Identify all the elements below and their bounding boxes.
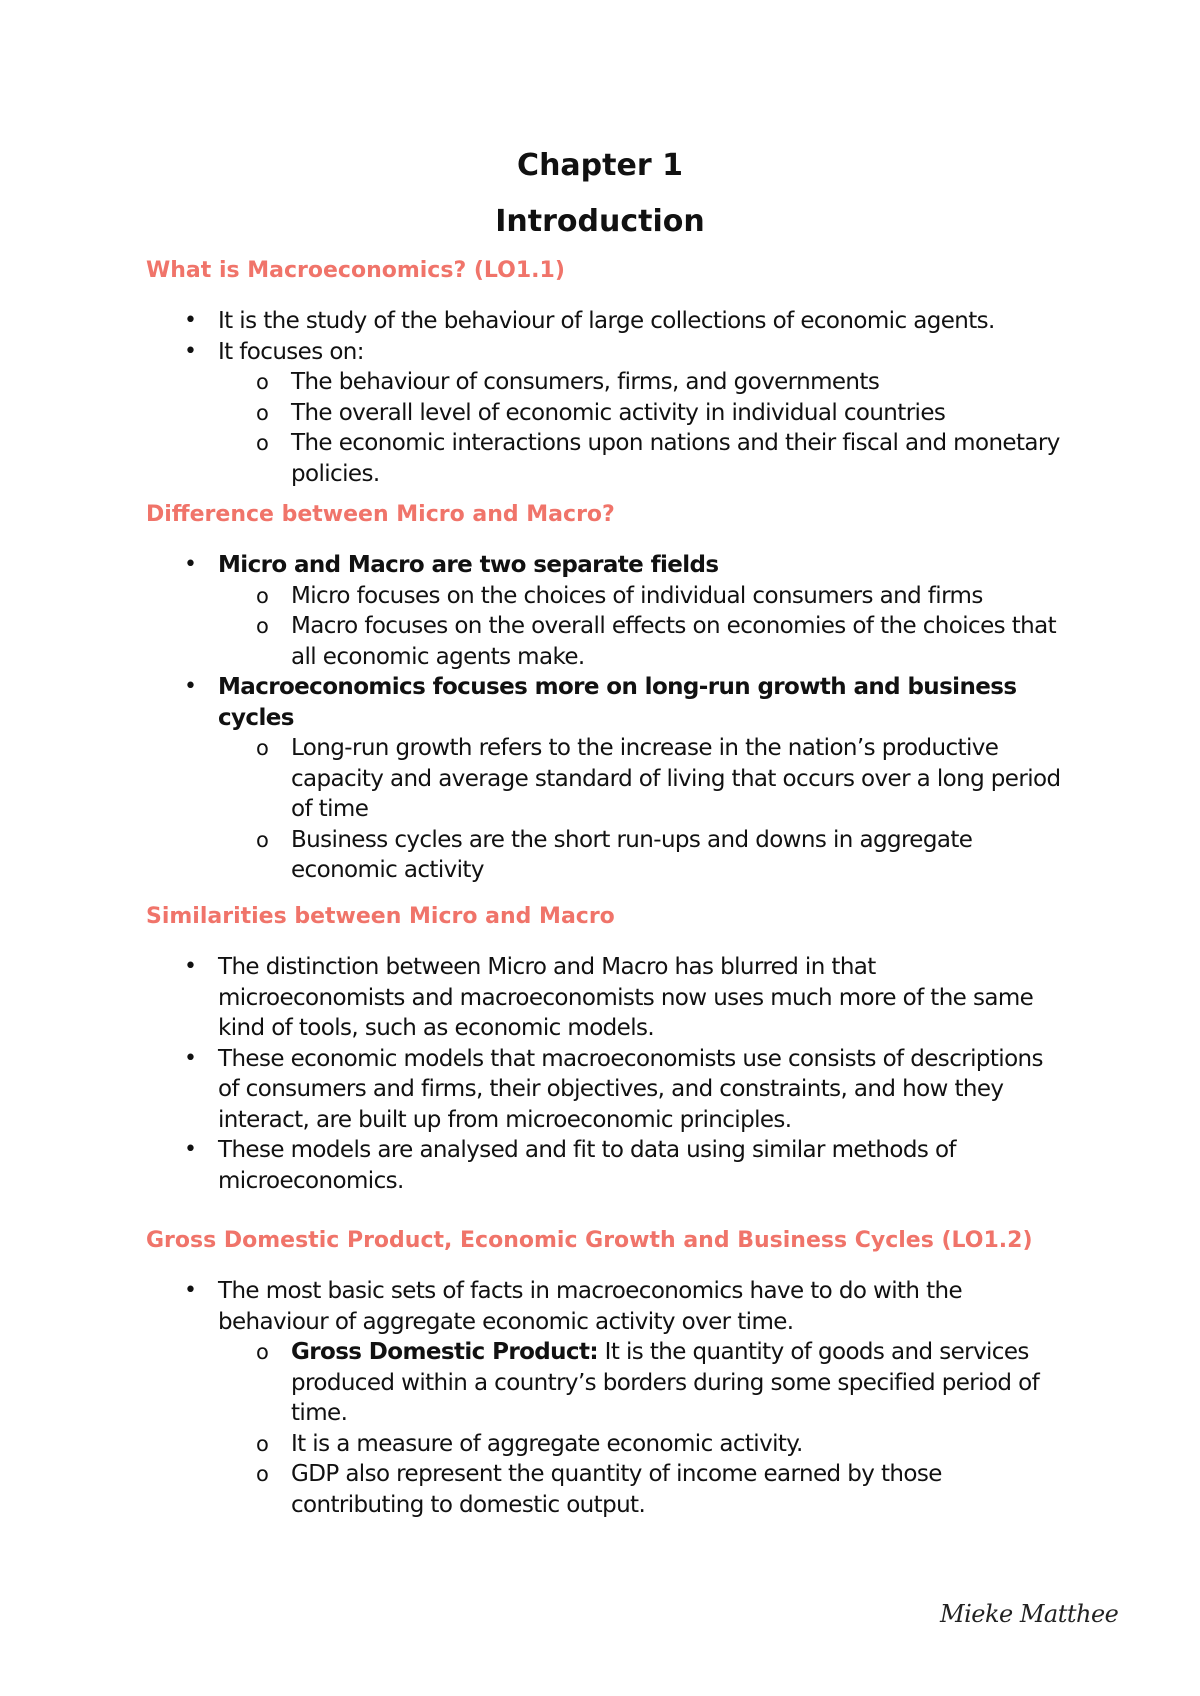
bullet-icon: •	[184, 1278, 197, 1303]
bullet-icon: •	[184, 552, 197, 577]
circle-bullet-icon: o	[256, 736, 269, 760]
circle-bullet-icon: o	[256, 614, 269, 638]
bullet-list	[0, 550, 1068, 886]
circle-bullet-icon: o	[256, 827, 269, 852]
sub-list	[218, 733, 1068, 886]
page-subtitle: Introduction	[495, 204, 705, 239]
sub-list	[218, 367, 1068, 489]
sub-list	[218, 581, 1068, 673]
bullet-icon: •	[184, 674, 197, 699]
sub-list-item: o GDP also represent the quantity of income earned by those contributing to domestic output.	[256, 1461, 942, 1518]
sub-list	[218, 1337, 1068, 1520]
list-item: • These models are analysed and fit to data using similar methods of microeconomics.	[184, 1137, 956, 1194]
bullet-icon: •	[184, 308, 197, 333]
sub-list-item: o Macro focuses on the overall effects on economies of the choices that all economic agents make.	[256, 613, 1057, 670]
bullet-icon: •	[184, 1045, 197, 1071]
bullet-list	[0, 306, 1068, 489]
author-signature: Mieke Matthee	[940, 1600, 1119, 1628]
sub-list-item: o Gross Domestic Product: It is the quantity of goods and services produced within a country’s borders during some specified period of time.	[256, 1339, 1040, 1426]
section-heading: What is Macroeconomics? (LO1.1)	[146, 258, 565, 283]
bullet-icon: •	[184, 954, 197, 979]
list-item: • Micro and Macro are two separate fields o Micro focuses on the choices of individual consumers and firms o Macro focuses on the overall effects on economies of the choices that all economic agents make.	[0, 550, 1068, 672]
list-item: • These economic models that macroeconomists use consists of descriptions of consumers and firms, their objectives, and constraints, and how they interact, are built up from microeconomic principles.	[184, 1045, 1043, 1133]
sub-list-item: o Long-run growth refers to the increase in the nation’s productive capacity and average standard of living that occurs over a long period of time	[256, 735, 1061, 822]
sub-list-item: o Micro focuses on the choices of individual consumers and firms	[218, 581, 1068, 612]
sub-list-item: o It is a measure of aggregate economic activity.	[218, 1429, 1068, 1460]
circle-bullet-icon: o	[256, 1340, 269, 1364]
list-item: • The most basic sets of facts in macroeconomics have to do with the behaviour of aggregate economic activity over time. o Gross Domestic Product: It is the quantity of goods and services produced within a country’s borders during some specified period of time. o It is a measure of aggregate economic activity. o GDP also represent the quantity of income earned by those contributing to domestic output.	[0, 1276, 1068, 1520]
sub-list-item: o The economic interactions upon nations and their fiscal and monetary policies.	[256, 430, 1060, 487]
circle-bullet-icon: o	[256, 431, 269, 455]
circle-bullet-icon: o	[256, 400, 269, 425]
section-heading: Gross Domestic Product, Economic Growth and Business Cycles (LO1.2)	[146, 1228, 1033, 1253]
circle-bullet-icon: o	[256, 1462, 269, 1486]
bullet-icon: •	[184, 1137, 197, 1162]
circle-bullet-icon: o	[256, 583, 269, 608]
bullet-list	[0, 952, 1068, 1196]
bullet-icon: •	[184, 338, 197, 364]
section-heading: Similarities between Micro and Macro	[146, 904, 615, 929]
page-title: Chapter 1	[517, 148, 683, 183]
sub-list-item: o Business cycles are the short run-ups and downs in aggregate economic activity	[256, 826, 973, 883]
circle-bullet-icon: o	[256, 370, 269, 394]
list-item: • It is the study of the behaviour of large collections of economic agents.	[0, 306, 1068, 337]
list-item: • It focuses on: o The behaviour of consumers, firms, and governments o The overall level of economic activity in individual countries o The economic interactions upon nations and their fiscal and monetary policies.	[0, 337, 1068, 490]
list-item: • Macroeconomics focuses more on long-run growth and business cycles o Long-run growth refers to the increase in the nation’s productive capacity and average standard of living that occurs over a long period of time o Business cycles are the short run-ups and downs in aggregate economic activity	[0, 672, 1068, 886]
circle-bullet-icon: o	[256, 1431, 269, 1456]
list-item: • The distinction between Micro and Macro has blurred in that microeconomists and macroeconomists now uses much more of the same kind of tools, such as economic models.	[184, 954, 1034, 1041]
sub-list-item: o The behaviour of consumers, firms, and governments	[218, 367, 1068, 398]
section-heading: Difference between Micro and Macro?	[146, 502, 615, 527]
sub-list-item: o The overall level of economic activity in individual countries	[218, 398, 1068, 429]
bullet-list	[0, 1276, 1068, 1520]
